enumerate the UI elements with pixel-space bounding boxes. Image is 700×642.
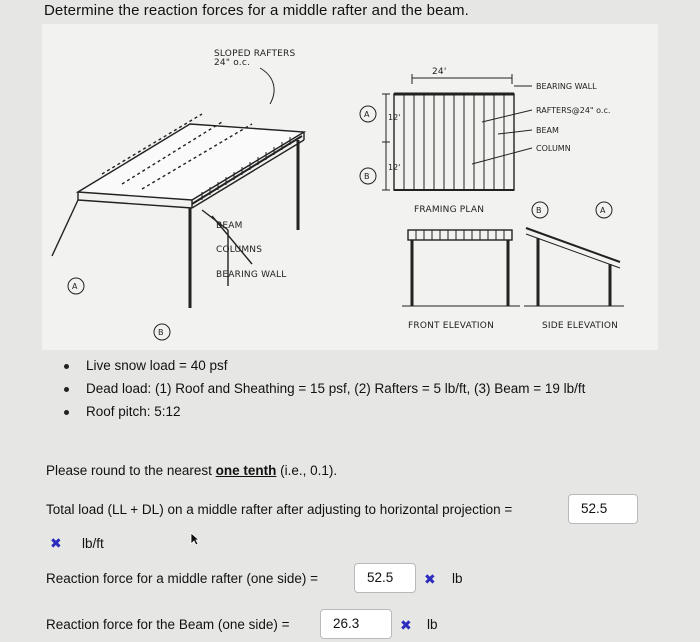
x-mark-icon: ✖ xyxy=(424,571,436,587)
front-elevation-drawing xyxy=(402,230,520,306)
plan-rafters-label: RAFTERS@24" o.c. xyxy=(536,106,611,115)
rounding-instruction: Please round to the nearest one tenth (i.e., 0.1). xyxy=(46,463,338,478)
framing-plan-caption: FRAMING PLAN xyxy=(414,205,485,215)
answer-2-label: Reaction force for a middle rafter (one side) = xyxy=(46,571,319,586)
marker-b-left xyxy=(154,324,170,340)
answer-2-input[interactable]: 52.5 xyxy=(354,563,416,593)
x-mark-icon: ✖ xyxy=(50,535,62,551)
question-title: Determine the reaction forces for a middle rafter and the beam. xyxy=(44,2,469,19)
roof-pitch-item: Roof pitch: 5:12 xyxy=(62,402,642,422)
marker-a-elev xyxy=(596,202,612,218)
svg-text:A: A xyxy=(72,282,78,291)
problem-figure xyxy=(42,24,658,350)
given-data-list xyxy=(62,356,642,425)
live-load-item: Live snow load = 40 psf xyxy=(62,356,642,376)
mouse-cursor-icon xyxy=(190,532,200,551)
rounding-emphasis: one tenth xyxy=(215,463,277,478)
x-mark-icon: ✖ xyxy=(400,617,412,633)
answer-3-input[interactable]: 26.3 xyxy=(320,609,392,639)
plan-bearing-wall-label: BEARING WALL xyxy=(536,82,597,91)
plan-depth-dimension-2: 12' xyxy=(388,163,401,172)
marker-a-left xyxy=(68,278,84,294)
side-elevation-drawing xyxy=(524,228,624,306)
marker-a-plan xyxy=(360,106,376,122)
bearing-wall-label: BEARING WALL xyxy=(216,270,287,280)
plan-depth-dimension-1: 12' xyxy=(388,113,401,122)
answer-2-unit: lb xyxy=(452,571,463,586)
answer-1-label: Total load (LL + DL) on a middle rafter after adjusting to horizontal projection = xyxy=(46,502,513,517)
answer-3-unit: lb xyxy=(427,617,438,632)
marker-b-plan xyxy=(360,168,376,184)
svg-text:B: B xyxy=(364,172,370,181)
answer-1-unit: lb/ft xyxy=(82,536,104,551)
structure-sketch xyxy=(42,24,658,350)
answer-3-label: Reaction force for the Beam (one side) = xyxy=(46,617,290,632)
plan-column-label: COLUMN xyxy=(536,144,571,153)
svg-text:A: A xyxy=(364,110,370,119)
plan-width-dimension: 24' xyxy=(432,67,447,77)
front-elevation-caption: FRONT ELEVATION xyxy=(408,321,494,331)
dead-load-item: Dead load: (1) Roof and Sheathing = 15 psf, (2) Rafters = 5 lb/ft, (3) Beam = 19 lb/ft xyxy=(62,379,642,399)
answer-1-input[interactable]: 52.5 xyxy=(568,494,638,524)
columns-label: COLUMNS xyxy=(216,245,263,255)
rafter-spacing-label: 24" o.c. xyxy=(214,58,251,68)
sloped-rafters-label: SLOPED RAFTERS xyxy=(214,49,296,59)
svg-text:B: B xyxy=(536,206,542,215)
svg-text:A: A xyxy=(600,206,606,215)
framing-plan xyxy=(382,74,532,190)
svg-text:B: B xyxy=(158,328,164,337)
plan-beam-label: BEAM xyxy=(536,126,559,135)
marker-b-elev xyxy=(532,202,548,218)
beam-label: BEAM xyxy=(216,221,243,231)
side-elevation-caption: SIDE ELEVATION xyxy=(542,321,619,331)
